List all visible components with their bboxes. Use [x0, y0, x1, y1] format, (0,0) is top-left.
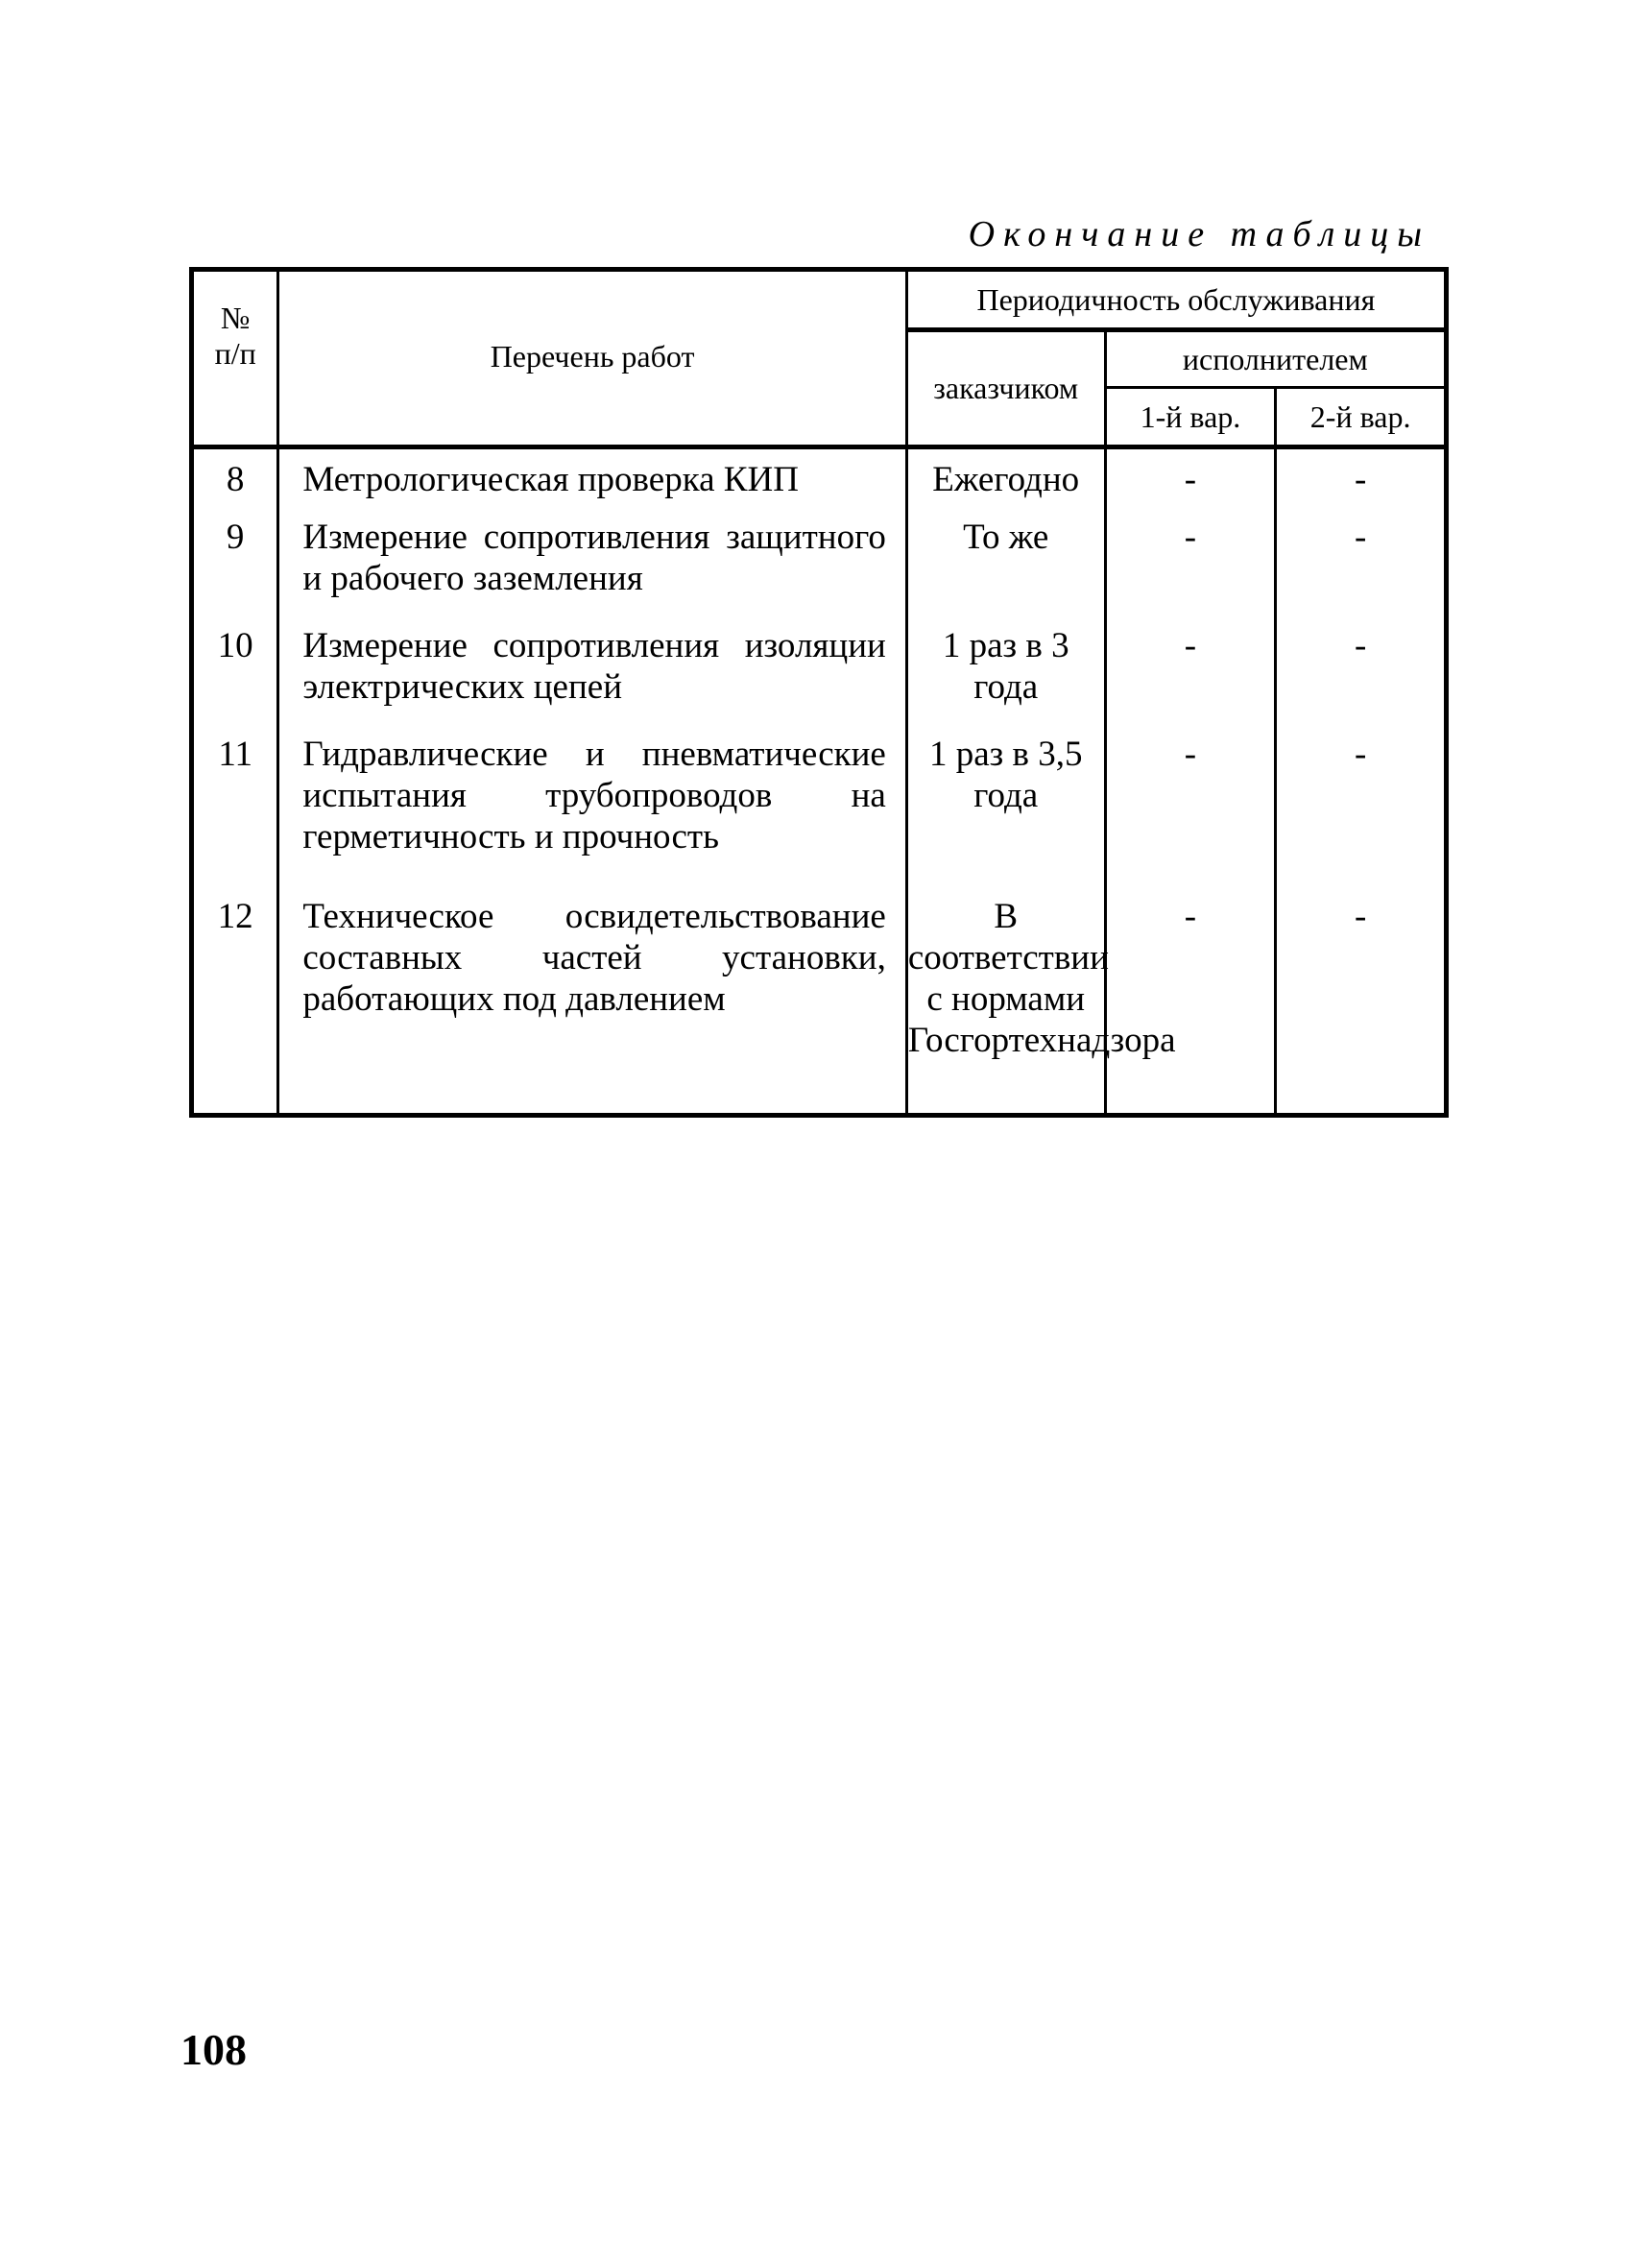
header-number — [192, 270, 278, 447]
filler-cell — [278, 1112, 906, 1115]
row-variant-2: - — [1276, 734, 1447, 896]
table-row — [192, 517, 1447, 625]
maintenance-table-container — [189, 267, 1449, 1118]
row-customer: То же — [906, 517, 1105, 625]
header-variant-1: 1-й вар. — [1105, 388, 1276, 447]
header-works: Перечень работ — [278, 270, 906, 447]
row-variant-1: - — [1105, 896, 1276, 1112]
row-work: Измерение сопротивления защитного и рабочего заземления — [278, 517, 906, 625]
maintenance-table — [189, 267, 1449, 1118]
table-row — [192, 896, 1447, 1112]
row-customer: 1 раз в 3,5 года — [906, 734, 1105, 896]
row-work: Измерение сопротивления изоляции электрических цепей — [278, 625, 906, 734]
row-customer: 1 раз в 3 года — [906, 625, 1105, 734]
filler-cell — [1105, 1112, 1276, 1115]
header-customer: заказчиком — [906, 330, 1105, 447]
header-executor: исполнителем — [1105, 330, 1446, 388]
table-row — [192, 625, 1447, 734]
row-work: Гидравлические и пневматические испытания трубопроводов на герметичность и прочность — [278, 734, 906, 896]
row-variant-1: - — [1105, 517, 1276, 625]
row-number: 9 — [192, 517, 278, 625]
table-row — [192, 734, 1447, 896]
row-variant-2: - — [1276, 517, 1447, 625]
row-variant-2: - — [1276, 447, 1447, 518]
row-number: 12 — [192, 896, 278, 1112]
header-number-line2: п/п — [214, 335, 256, 371]
header-variant-2: 2-й вар. — [1276, 388, 1447, 447]
header-periodicity: Периодичность обслуживания — [906, 270, 1446, 330]
row-work: Техническое освидетельствование составных частей установки, работающих под давлением — [278, 896, 906, 1112]
row-variant-1: - — [1105, 447, 1276, 518]
row-variant-2: - — [1276, 896, 1447, 1112]
table-caption: Окончание таблицы — [968, 214, 1430, 254]
filler-cell — [1276, 1112, 1447, 1115]
row-number: 11 — [192, 734, 278, 896]
header-number-line1: № — [220, 301, 251, 335]
table-filler-row — [192, 1112, 1447, 1115]
row-number: 8 — [192, 447, 278, 518]
row-variant-2: - — [1276, 625, 1447, 734]
row-customer: В соответствии с нормами Госгортехнадзора — [906, 896, 1105, 1112]
row-variant-1: - — [1105, 625, 1276, 734]
row-customer: Ежегодно — [906, 447, 1105, 518]
filler-cell — [192, 1112, 278, 1115]
page-number: 108 — [180, 2025, 247, 2074]
table-row — [192, 447, 1447, 518]
row-work: Метрологическая проверка КИП — [278, 447, 906, 518]
filler-cell — [906, 1112, 1105, 1115]
row-variant-1: - — [1105, 734, 1276, 896]
row-number: 10 — [192, 625, 278, 734]
